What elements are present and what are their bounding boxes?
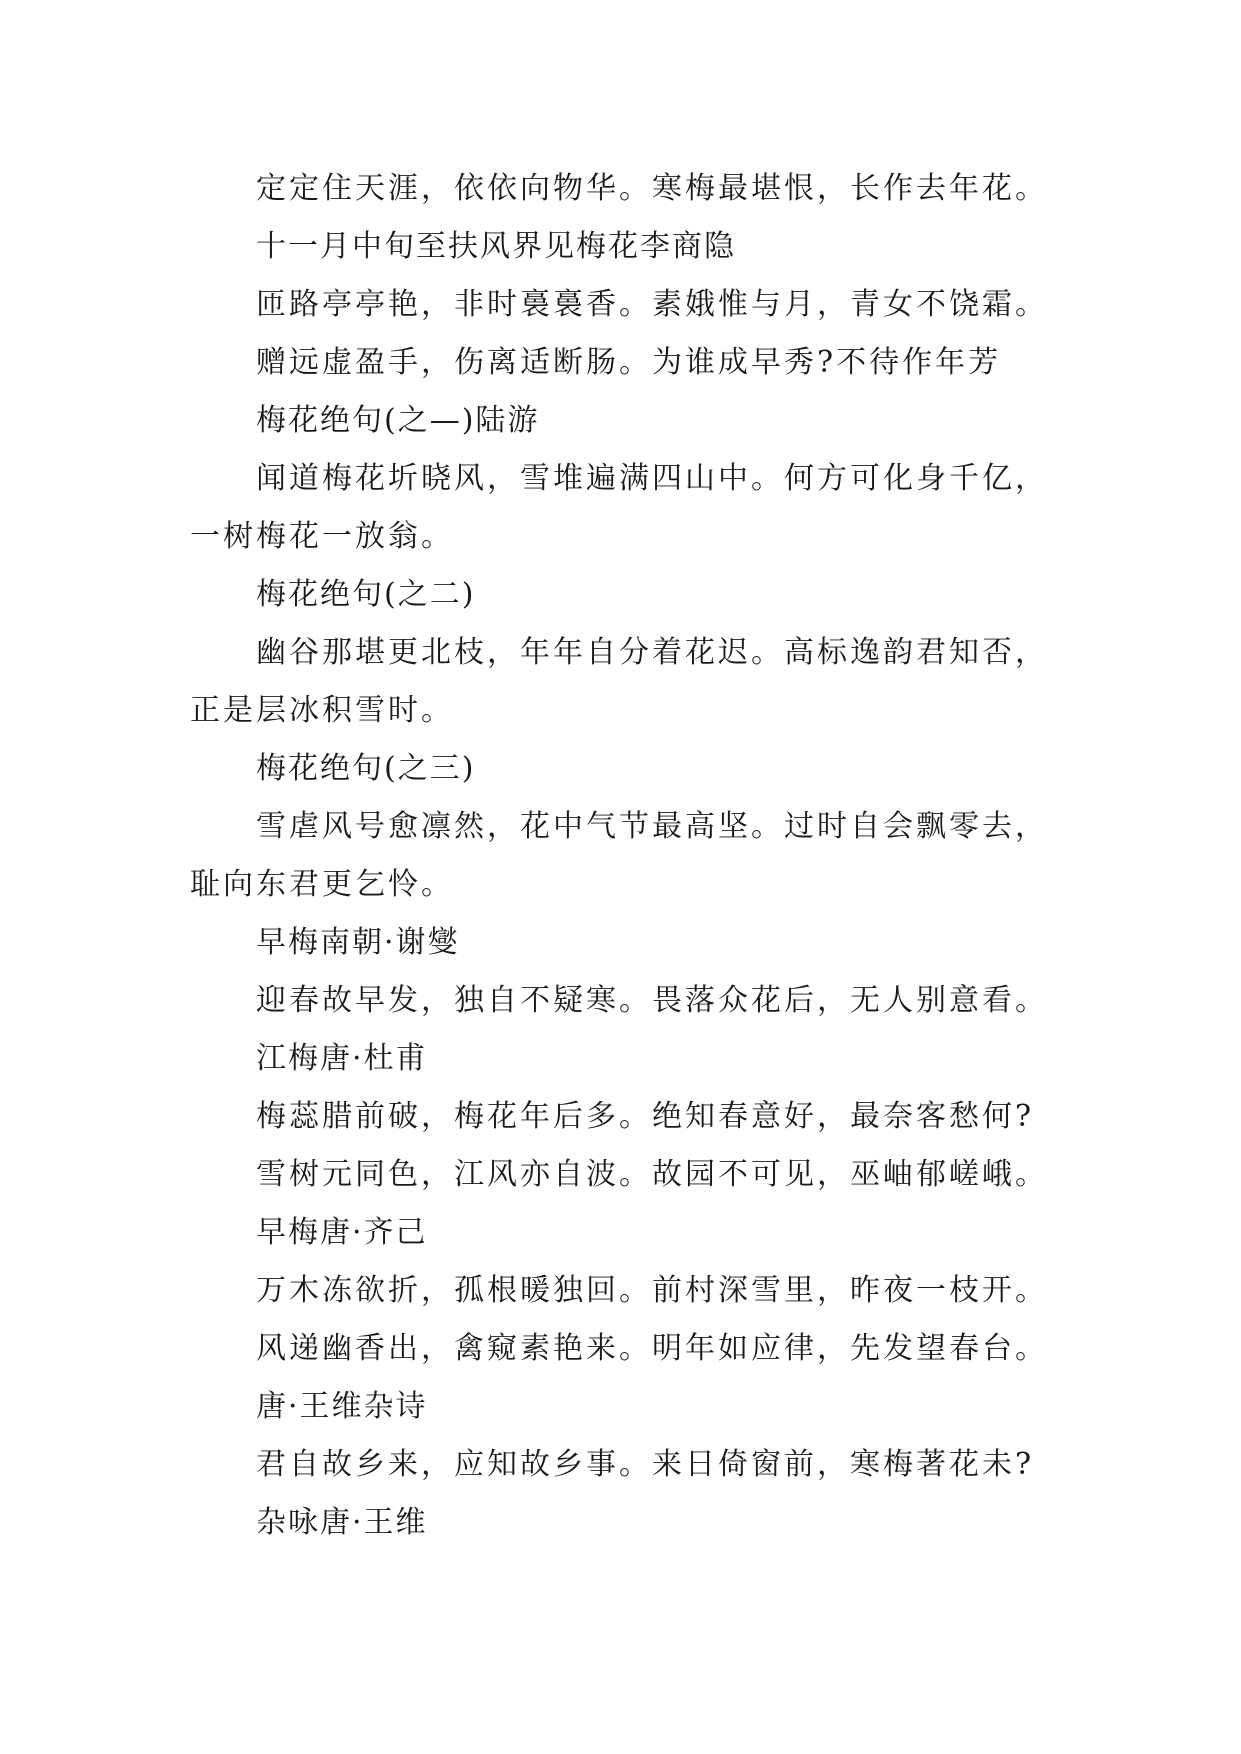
poem-line-continuation: 正是层冰积雪时。 bbox=[190, 693, 454, 728]
poem-line: 匝路亭亭艳，非时裛裛香。素娥惟与月，青女不饶霜。 bbox=[256, 287, 1048, 322]
poem-line-continuation: 一树梅花一放翁。 bbox=[190, 519, 454, 554]
poem-line: 赠远虚盈手，伤离适断肠。为谁成早秀?不待作年芳 bbox=[256, 345, 1002, 380]
poem-line: 定定住天涯，依依向物华。寒梅最堪恨，长作去年花。 bbox=[256, 171, 1048, 206]
poem-line: 雪虐风号愈凛然，花中气节最高坚。过时自会飘零去， bbox=[256, 809, 1048, 844]
poem-title: 十一月中旬至扶风界见梅花李商隐 bbox=[256, 229, 736, 264]
poem-title: 唐·王维杂诗 bbox=[256, 1389, 428, 1424]
poem-line: 风递幽香出，禽窥素艳来。明年如应律，先发望春台。 bbox=[256, 1331, 1048, 1366]
poem-title: 梅花绝句(之二) bbox=[256, 577, 476, 612]
poem-title: 梅花绝句(之—)陆游 bbox=[256, 403, 540, 438]
poem-text-body bbox=[190, 160, 1070, 1552]
poem-line: 雪树元同色，江风亦自波。故园不可见，巫岫郁嵯峨。 bbox=[256, 1157, 1048, 1192]
poem-title: 早梅唐·齐己 bbox=[256, 1215, 428, 1250]
poem-line: 闻道梅花圻晓风，雪堆遍满四山中。何方可化身千亿， bbox=[256, 461, 1048, 496]
poem-line: 君自故乡来，应知故乡事。来日倚窗前，寒梅著花未? bbox=[256, 1447, 1035, 1482]
poem-title: 江梅唐·杜甫 bbox=[256, 1041, 428, 1076]
poem-title: 早梅南朝·谢燮 bbox=[256, 925, 460, 960]
poem-line-continuation: 耻向东君更乞怜。 bbox=[190, 867, 454, 902]
poem-title: 杂咏唐·王维 bbox=[256, 1505, 428, 1540]
poem-line: 万木冻欲折，孤根暖独回。前村深雪里，昨夜一枝开。 bbox=[256, 1273, 1048, 1308]
poem-line: 幽谷那堪更北枝，年年自分着花迟。高标逸韵君知否， bbox=[256, 635, 1048, 670]
poem-line: 迎春故早发，独自不疑寒。畏落众花后，无人别意看。 bbox=[256, 983, 1048, 1018]
poem-title: 梅花绝句(之三) bbox=[256, 751, 476, 786]
poem-line: 梅蕊腊前破，梅花年后多。绝知春意好，最奈客愁何? bbox=[256, 1099, 1035, 1134]
